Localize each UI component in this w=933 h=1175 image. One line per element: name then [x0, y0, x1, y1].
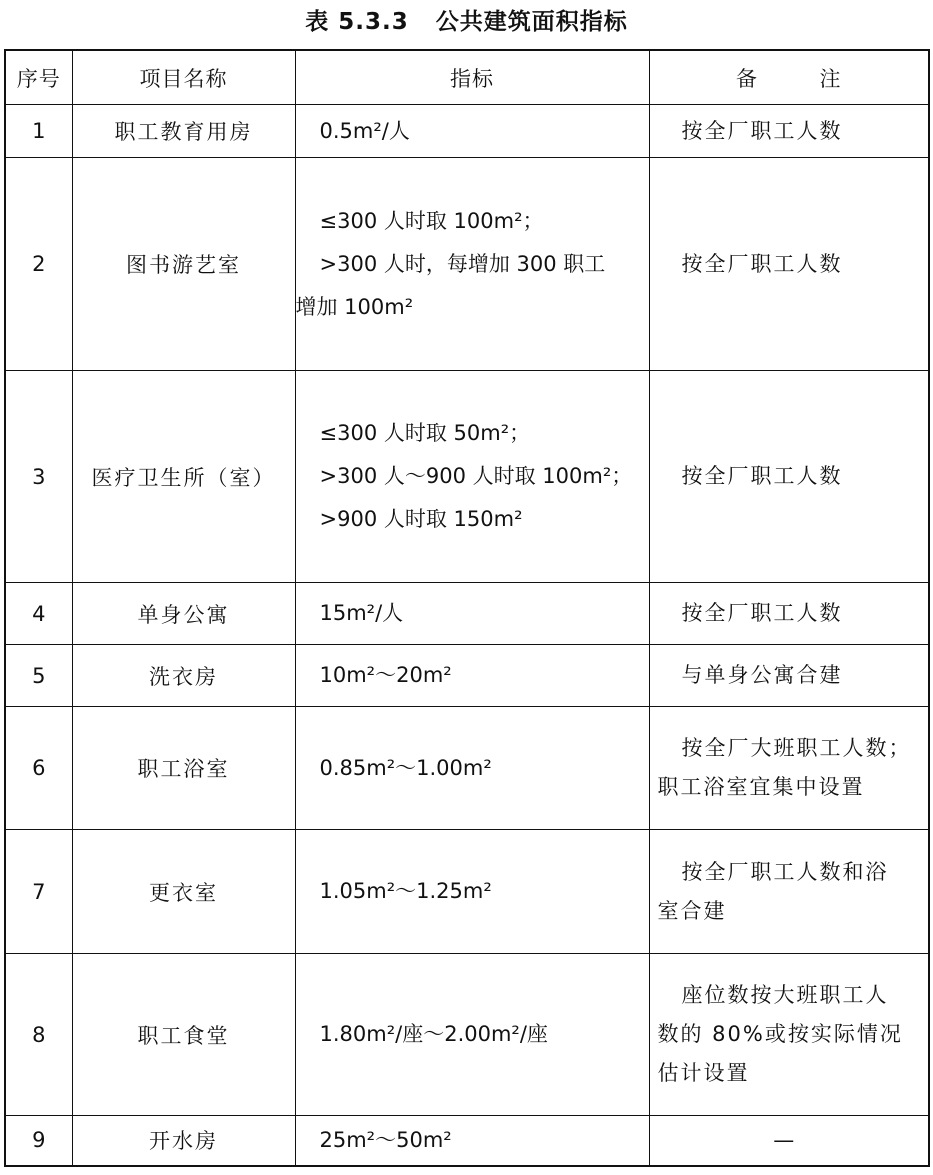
- remark-cell: [649, 583, 929, 645]
- remark-cell: [649, 105, 929, 158]
- indicator-cell: [295, 105, 649, 158]
- serial-no: 1: [5, 105, 72, 158]
- remark-cell: [649, 1116, 929, 1166]
- remark-cell: [649, 158, 929, 371]
- remark-line: 职工浴室宜集中设置: [657, 775, 865, 799]
- serial-no: 8: [5, 954, 72, 1116]
- table-row: [5, 105, 929, 158]
- item-name: 职工浴室: [72, 707, 295, 830]
- indicator-cell: [295, 707, 649, 830]
- header-serial-no: 序号: [5, 50, 72, 105]
- remark-line: 估计设置: [657, 1061, 750, 1085]
- table-row: [5, 707, 929, 830]
- remark-line: 按全厂职工人数: [681, 601, 843, 625]
- remark-line: 数的 80%或按实际情况: [657, 1022, 903, 1046]
- remark-line: 按全厂职工人数: [681, 251, 843, 276]
- indicator-line: 1.05m²～1.25m²: [319, 879, 492, 903]
- table-row: [5, 954, 929, 1116]
- table-row: [5, 1116, 929, 1166]
- indicator-line: 15m²/人: [319, 601, 404, 625]
- header-item-name: 项目名称: [72, 50, 295, 105]
- table-row: [5, 158, 929, 371]
- indicator-line: 25m²～50m²: [319, 1127, 452, 1152]
- indicator-line: ≤300 人时取 100m²；: [319, 208, 544, 233]
- item-name: 医疗卫生所（室）: [72, 371, 295, 583]
- remark-line: 座位数按大班职工人: [681, 983, 889, 1007]
- indicator-line: ≤300 人时取 50m²；: [319, 421, 531, 445]
- serial-no: 2: [5, 158, 72, 371]
- indicator-cell: [295, 371, 649, 583]
- remark-line: 室合建: [657, 898, 727, 923]
- remark-cell: [649, 645, 929, 707]
- serial-no: 6: [5, 707, 72, 830]
- indicator-line: 0.85m²～1.00m²: [319, 755, 492, 780]
- remark-line: —: [773, 1127, 797, 1152]
- table-row: [5, 583, 929, 645]
- remark-cell: [649, 830, 929, 954]
- indicator-cell: [295, 583, 649, 645]
- item-name: 单身公寓: [72, 583, 295, 645]
- indicator-table: [4, 49, 930, 1167]
- header-indicator: 指标: [295, 50, 649, 105]
- header-row: [5, 50, 929, 105]
- table-title: 表 5.3.3 公共建筑面积指标: [305, 9, 628, 35]
- indicator-line: >300 人时，每增加 300 职工: [319, 251, 606, 276]
- serial-no: 5: [5, 645, 72, 707]
- item-name: 更衣室: [72, 830, 295, 954]
- header-remark: 备 注: [649, 50, 929, 105]
- indicator-cell: [295, 830, 649, 954]
- table-row: [5, 371, 929, 583]
- serial-no: 4: [5, 583, 72, 645]
- serial-no: 9: [5, 1116, 72, 1166]
- indicator-line: 增加 100m²: [295, 294, 414, 319]
- remark-line: 与单身公寓合建: [681, 663, 843, 687]
- item-name: 职工教育用房: [72, 105, 295, 158]
- item-name: 图书游艺室: [72, 158, 295, 371]
- indicator-cell: [295, 954, 649, 1116]
- indicator-cell: [295, 645, 649, 707]
- remark-cell: [649, 371, 929, 583]
- indicator-line: 1.80m²/座～2.00m²/座: [319, 1022, 548, 1046]
- remark-line: 按全厂大班职工人数；: [681, 736, 912, 760]
- serial-no: 7: [5, 830, 72, 954]
- serial-no: 3: [5, 371, 72, 583]
- item-name: 开水房: [72, 1116, 295, 1166]
- table-row: [5, 830, 929, 954]
- remark-cell: [649, 707, 929, 830]
- indicator-line: >300 人～900 人时取 100m²；: [319, 464, 633, 488]
- remark-line: 按全厂职工人数: [681, 118, 843, 143]
- indicator-line: >900 人时取 150m²: [319, 507, 523, 531]
- indicator-cell: [295, 158, 649, 371]
- indicator-line: 10m²～20m²: [319, 663, 452, 687]
- remark-cell: [649, 954, 929, 1116]
- indicator-cell: [295, 1116, 649, 1166]
- table-row: [5, 645, 929, 707]
- item-name: 洗衣房: [72, 645, 295, 707]
- item-name: 职工食堂: [72, 954, 295, 1116]
- remark-line: 按全厂职工人数: [681, 464, 843, 488]
- remark-line: 按全厂职工人数和浴: [681, 859, 889, 884]
- indicator-line: 0.5m²/人: [319, 118, 410, 143]
